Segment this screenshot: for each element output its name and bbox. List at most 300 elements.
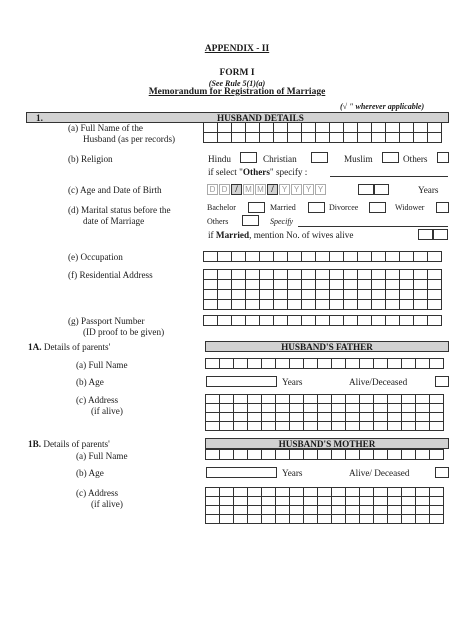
marital-married-checkbox[interactable]: [308, 202, 325, 213]
grid-cell[interactable]: [232, 316, 246, 326]
grid-cell[interactable]: [346, 506, 360, 515]
grid-cell[interactable]: [358, 252, 372, 262]
grid-cell[interactable]: [386, 270, 400, 280]
grid-cell[interactable]: [260, 280, 274, 290]
grid-cell[interactable]: [388, 395, 402, 404]
grid-cell[interactable]: [302, 300, 316, 310]
grid-cell[interactable]: [358, 270, 372, 280]
grid-cell[interactable]: [302, 252, 316, 262]
dob-digit-box[interactable]: M: [255, 184, 266, 195]
grid-cell[interactable]: [274, 290, 288, 300]
grid-cell[interactable]: [234, 497, 248, 506]
grid-cell[interactable]: [372, 280, 386, 290]
grid-cell[interactable]: [290, 497, 304, 506]
grid-cell[interactable]: [388, 422, 402, 431]
grid-cell[interactable]: [262, 497, 276, 506]
grid-cell[interactable]: [304, 515, 318, 524]
religion-muslim-checkbox[interactable]: [382, 152, 399, 163]
grid-cell[interactable]: [260, 252, 274, 262]
grid-cell[interactable]: [374, 404, 388, 413]
grid-cell[interactable]: [430, 488, 444, 497]
grid-cell[interactable]: [274, 123, 288, 133]
grid-cell[interactable]: [344, 123, 358, 133]
grid-cell[interactable]: [372, 123, 386, 133]
grid-cell[interactable]: [388, 506, 402, 515]
grid-cell[interactable]: [248, 413, 262, 422]
grid-cell[interactable]: [332, 422, 346, 431]
grid-cell[interactable]: [416, 488, 430, 497]
grid-cell[interactable]: [346, 404, 360, 413]
grid-cell[interactable]: [218, 123, 232, 133]
grid-cell[interactable]: [276, 506, 290, 515]
grid-cell[interactable]: [262, 515, 276, 524]
grid-cell[interactable]: [234, 413, 248, 422]
grid-cell[interactable]: [206, 413, 220, 422]
grid-cell[interactable]: [274, 316, 288, 326]
dob-digit-box[interactable]: D: [219, 184, 230, 195]
grid-cell[interactable]: [318, 506, 332, 515]
marital-bachelor-checkbox[interactable]: [248, 202, 265, 213]
marital-specify-field[interactable]: [298, 226, 448, 227]
grid-cell[interactable]: [374, 450, 388, 460]
grid-cell[interactable]: [288, 290, 302, 300]
grid-cell[interactable]: [274, 280, 288, 290]
grid-cell[interactable]: [260, 123, 274, 133]
grid-cell[interactable]: [388, 413, 402, 422]
grid-cell[interactable]: [332, 413, 346, 422]
grid-cell[interactable]: [402, 488, 416, 497]
grid-cell[interactable]: [316, 316, 330, 326]
grid-cell[interactable]: [218, 316, 232, 326]
grid-cell[interactable]: [248, 422, 262, 431]
marital-widower-checkbox[interactable]: [436, 202, 449, 213]
grid-cell[interactable]: [304, 395, 318, 404]
grid-cell[interactable]: [358, 316, 372, 326]
grid-cell[interactable]: [386, 316, 400, 326]
grid-cell[interactable]: [246, 252, 260, 262]
grid-cell[interactable]: [304, 497, 318, 506]
grid-cell[interactable]: [416, 450, 430, 460]
grid-cell[interactable]: [388, 497, 402, 506]
grid-cell[interactable]: [360, 497, 374, 506]
religion-christian-checkbox[interactable]: [311, 152, 328, 163]
grid-cell[interactable]: [274, 300, 288, 310]
grid-cell[interactable]: [220, 359, 234, 369]
grid-cell[interactable]: [402, 515, 416, 524]
grid-cell[interactable]: [346, 359, 360, 369]
grid-cell[interactable]: [416, 506, 430, 515]
grid-cell[interactable]: [414, 123, 428, 133]
grid-cell[interactable]: [204, 133, 218, 143]
grid-cell[interactable]: [330, 133, 344, 143]
grid-cell[interactable]: [372, 316, 386, 326]
grid-cell[interactable]: [302, 316, 316, 326]
grid-cell[interactable]: [414, 133, 428, 143]
grid-cell[interactable]: [402, 450, 416, 460]
grid-cell[interactable]: [316, 133, 330, 143]
grid-cell[interactable]: [220, 515, 234, 524]
grid-cell[interactable]: [388, 515, 402, 524]
grid-cell[interactable]: [206, 497, 220, 506]
grid-cell[interactable]: [304, 359, 318, 369]
grid-cell[interactable]: [344, 133, 358, 143]
grid-cell[interactable]: [262, 488, 276, 497]
grid-cell[interactable]: [276, 413, 290, 422]
age-box-1[interactable]: [358, 184, 374, 195]
grid-cell[interactable]: [246, 300, 260, 310]
grid-cell[interactable]: [388, 488, 402, 497]
grid-cell[interactable]: [428, 290, 442, 300]
grid-cell[interactable]: [318, 515, 332, 524]
grid-cell[interactable]: [220, 488, 234, 497]
grid-cell[interactable]: [276, 404, 290, 413]
grid-cell[interactable]: [318, 413, 332, 422]
grid-cell[interactable]: [372, 300, 386, 310]
grid-cell[interactable]: [274, 252, 288, 262]
grid-cell[interactable]: [430, 395, 444, 404]
grid-cell[interactable]: [330, 280, 344, 290]
grid-cell[interactable]: [416, 404, 430, 413]
grid-cell[interactable]: [234, 506, 248, 515]
grid-cell[interactable]: [332, 506, 346, 515]
grid-cell[interactable]: [232, 270, 246, 280]
grid-cell[interactable]: [302, 123, 316, 133]
grid-cell[interactable]: [316, 270, 330, 280]
grid-cell[interactable]: [386, 123, 400, 133]
grid-cell[interactable]: [260, 316, 274, 326]
grid-cell[interactable]: [346, 497, 360, 506]
grid-cell[interactable]: [388, 450, 402, 460]
grid-cell[interactable]: [262, 506, 276, 515]
grid-cell[interactable]: [374, 395, 388, 404]
grid-cell[interactable]: [290, 413, 304, 422]
grid-cell[interactable]: [288, 280, 302, 290]
grid-cell[interactable]: [248, 497, 262, 506]
grid-cell[interactable]: [248, 506, 262, 515]
grid-cell[interactable]: [388, 359, 402, 369]
grid-cell[interactable]: [360, 395, 374, 404]
marital-others-checkbox[interactable]: [242, 215, 259, 226]
grid-cell[interactable]: [260, 300, 274, 310]
grid-cell[interactable]: [218, 280, 232, 290]
grid-cell[interactable]: [402, 422, 416, 431]
grid-cell[interactable]: [316, 123, 330, 133]
grid-cell[interactable]: [204, 252, 218, 262]
grid-cell[interactable]: [220, 497, 234, 506]
father-alive-checkbox[interactable]: [435, 376, 449, 387]
grid-cell[interactable]: [220, 450, 234, 460]
grid-cell[interactable]: [288, 316, 302, 326]
grid-cell[interactable]: [346, 450, 360, 460]
grid-cell[interactable]: [248, 488, 262, 497]
grid-cell[interactable]: [386, 300, 400, 310]
mother-address-grid[interactable]: [205, 487, 444, 524]
grid-cell[interactable]: [346, 422, 360, 431]
grid-cell[interactable]: [206, 395, 220, 404]
grid-cell[interactable]: [430, 506, 444, 515]
grid-cell[interactable]: [372, 290, 386, 300]
grid-cell[interactable]: [360, 404, 374, 413]
grid-cell[interactable]: [302, 270, 316, 280]
grid-cell[interactable]: [232, 252, 246, 262]
grid-cell[interactable]: [234, 450, 248, 460]
grid-cell[interactable]: [304, 506, 318, 515]
mother-alive-checkbox[interactable]: [435, 467, 449, 478]
grid-cell[interactable]: [316, 290, 330, 300]
grid-cell[interactable]: [246, 133, 260, 143]
grid-cell[interactable]: [374, 497, 388, 506]
grid-cell[interactable]: [290, 422, 304, 431]
grid-cell[interactable]: [288, 123, 302, 133]
grid-cell[interactable]: [346, 395, 360, 404]
grid-cell[interactable]: [330, 252, 344, 262]
grid-cell[interactable]: [232, 280, 246, 290]
grid-cell[interactable]: [416, 515, 430, 524]
grid-cell[interactable]: [414, 270, 428, 280]
grid-cell[interactable]: [304, 413, 318, 422]
grid-cell[interactable]: [288, 252, 302, 262]
grid-cell[interactable]: [248, 450, 262, 460]
grid-cell[interactable]: [402, 413, 416, 422]
grid-cell[interactable]: [218, 290, 232, 300]
grid-cell[interactable]: [246, 280, 260, 290]
grid-cell[interactable]: [234, 395, 248, 404]
grid-cell[interactable]: [430, 515, 444, 524]
grid-cell[interactable]: [276, 515, 290, 524]
grid-cell[interactable]: [360, 450, 374, 460]
grid-cell[interactable]: [344, 300, 358, 310]
grid-cell[interactable]: [290, 506, 304, 515]
grid-cell[interactable]: [220, 506, 234, 515]
grid-cell[interactable]: [416, 497, 430, 506]
age-box-2[interactable]: [374, 184, 389, 195]
grid-cell[interactable]: [360, 488, 374, 497]
grid-cell[interactable]: [248, 404, 262, 413]
grid-cell[interactable]: [304, 488, 318, 497]
grid-cell[interactable]: [374, 515, 388, 524]
grid-cell[interactable]: [232, 123, 246, 133]
grid-cell[interactable]: [206, 404, 220, 413]
grid-cell[interactable]: [400, 123, 414, 133]
wives-count-box-2[interactable]: [433, 229, 448, 240]
grid-cell[interactable]: [400, 270, 414, 280]
grid-cell[interactable]: [332, 404, 346, 413]
dob-digit-box[interactable]: Y: [303, 184, 314, 195]
grid-cell[interactable]: [204, 280, 218, 290]
grid-cell[interactable]: [428, 316, 442, 326]
grid-cell[interactable]: [346, 413, 360, 422]
grid-cell[interactable]: [246, 290, 260, 300]
grid-cell[interactable]: [332, 359, 346, 369]
grid-cell[interactable]: [262, 395, 276, 404]
grid-cell[interactable]: [430, 450, 444, 460]
grid-cell[interactable]: [358, 290, 372, 300]
grid-cell[interactable]: [428, 252, 442, 262]
grid-cell[interactable]: [318, 422, 332, 431]
grid-cell[interactable]: [260, 290, 274, 300]
grid-cell[interactable]: [428, 123, 442, 133]
grid-cell[interactable]: [360, 359, 374, 369]
occupation-grid[interactable]: [203, 251, 442, 262]
grid-cell[interactable]: [318, 450, 332, 460]
grid-cell[interactable]: [290, 359, 304, 369]
grid-cell[interactable]: [316, 252, 330, 262]
grid-cell[interactable]: [344, 316, 358, 326]
grid-cell[interactable]: [206, 515, 220, 524]
grid-cell[interactable]: [414, 316, 428, 326]
grid-cell[interactable]: [374, 359, 388, 369]
grid-cell[interactable]: [290, 450, 304, 460]
marital-divorcee-checkbox[interactable]: [369, 202, 386, 213]
dob-digit-box[interactable]: D: [207, 184, 218, 195]
mother-age-field[interactable]: [206, 467, 277, 478]
grid-cell[interactable]: [204, 300, 218, 310]
grid-cell[interactable]: [400, 300, 414, 310]
grid-cell[interactable]: [430, 413, 444, 422]
grid-cell[interactable]: [234, 488, 248, 497]
grid-cell[interactable]: [204, 316, 218, 326]
grid-cell[interactable]: [402, 359, 416, 369]
grid-cell[interactable]: [302, 280, 316, 290]
grid-cell[interactable]: [260, 133, 274, 143]
grid-cell[interactable]: [302, 290, 316, 300]
grid-cell[interactable]: [274, 270, 288, 280]
grid-cell[interactable]: [290, 515, 304, 524]
grid-cell[interactable]: [248, 515, 262, 524]
grid-cell[interactable]: [288, 270, 302, 280]
grid-cell[interactable]: [428, 133, 442, 143]
grid-cell[interactable]: [372, 252, 386, 262]
grid-cell[interactable]: [360, 413, 374, 422]
dob-digit-box[interactable]: Y: [315, 184, 326, 195]
grid-cell[interactable]: [246, 316, 260, 326]
grid-cell[interactable]: [288, 133, 302, 143]
grid-cell[interactable]: [304, 422, 318, 431]
grid-cell[interactable]: [246, 270, 260, 280]
grid-cell[interactable]: [290, 488, 304, 497]
grid-cell[interactable]: [402, 395, 416, 404]
father-age-field[interactable]: [206, 376, 277, 387]
grid-cell[interactable]: [416, 413, 430, 422]
grid-cell[interactable]: [360, 506, 374, 515]
grid-cell[interactable]: [218, 270, 232, 280]
grid-cell[interactable]: [416, 359, 430, 369]
grid-cell[interactable]: [346, 515, 360, 524]
grid-cell[interactable]: [430, 359, 444, 369]
grid-cell[interactable]: [232, 300, 246, 310]
grid-cell[interactable]: [262, 359, 276, 369]
grid-cell[interactable]: [414, 300, 428, 310]
grid-cell[interactable]: [402, 404, 416, 413]
grid-cell[interactable]: [276, 450, 290, 460]
grid-cell[interactable]: [428, 300, 442, 310]
grid-cell[interactable]: [290, 404, 304, 413]
grid-cell[interactable]: [276, 488, 290, 497]
grid-cell[interactable]: [204, 123, 218, 133]
grid-cell[interactable]: [330, 270, 344, 280]
grid-cell[interactable]: [430, 497, 444, 506]
grid-cell[interactable]: [414, 290, 428, 300]
grid-cell[interactable]: [232, 133, 246, 143]
grid-cell[interactable]: [428, 280, 442, 290]
father-address-grid[interactable]: [205, 394, 444, 431]
grid-cell[interactable]: [416, 422, 430, 431]
grid-cell[interactable]: [386, 280, 400, 290]
grid-cell[interactable]: [318, 497, 332, 506]
grid-cell[interactable]: [248, 395, 262, 404]
grid-cell[interactable]: [274, 133, 288, 143]
grid-cell[interactable]: [276, 422, 290, 431]
grid-cell[interactable]: [358, 133, 372, 143]
grid-cell[interactable]: [276, 497, 290, 506]
dob-digit-box[interactable]: Y: [279, 184, 290, 195]
grid-cell[interactable]: [374, 506, 388, 515]
grid-cell[interactable]: [248, 359, 262, 369]
grid-cell[interactable]: [386, 290, 400, 300]
grid-cell[interactable]: [400, 316, 414, 326]
grid-cell[interactable]: [302, 133, 316, 143]
grid-cell[interactable]: [330, 316, 344, 326]
grid-cell[interactable]: [358, 280, 372, 290]
grid-cell[interactable]: [262, 413, 276, 422]
grid-cell[interactable]: [318, 488, 332, 497]
grid-cell[interactable]: [260, 270, 274, 280]
grid-cell[interactable]: [206, 450, 220, 460]
grid-cell[interactable]: [220, 422, 234, 431]
grid-cell[interactable]: [304, 404, 318, 413]
grid-cell[interactable]: [414, 280, 428, 290]
others-specify-field[interactable]: [330, 176, 448, 177]
grid-cell[interactable]: [204, 270, 218, 280]
grid-cell[interactable]: [330, 290, 344, 300]
grid-cell[interactable]: [332, 488, 346, 497]
grid-cell[interactable]: [332, 497, 346, 506]
grid-cell[interactable]: [344, 290, 358, 300]
grid-cell[interactable]: [344, 270, 358, 280]
grid-cell[interactable]: [262, 404, 276, 413]
grid-cell[interactable]: [430, 422, 444, 431]
grid-cell[interactable]: [344, 280, 358, 290]
grid-cell[interactable]: [316, 280, 330, 290]
grid-cell[interactable]: [430, 404, 444, 413]
grid-cell[interactable]: [220, 404, 234, 413]
dob-digit-box[interactable]: M: [243, 184, 254, 195]
grid-cell[interactable]: [318, 359, 332, 369]
grid-cell[interactable]: [262, 450, 276, 460]
grid-cell[interactable]: [374, 422, 388, 431]
grid-cell[interactable]: [330, 123, 344, 133]
grid-cell[interactable]: [400, 252, 414, 262]
grid-cell[interactable]: [428, 270, 442, 280]
grid-cell[interactable]: [218, 252, 232, 262]
grid-cell[interactable]: [372, 133, 386, 143]
grid-cell[interactable]: [316, 300, 330, 310]
grid-cell[interactable]: [220, 413, 234, 422]
grid-cell[interactable]: [332, 450, 346, 460]
grid-cell[interactable]: [358, 300, 372, 310]
grid-cell[interactable]: [218, 300, 232, 310]
grid-cell[interactable]: [206, 506, 220, 515]
grid-cell[interactable]: [290, 395, 304, 404]
grid-cell[interactable]: [400, 290, 414, 300]
grid-cell[interactable]: [360, 515, 374, 524]
religion-hindu-checkbox[interactable]: [240, 152, 257, 163]
grid-cell[interactable]: [374, 488, 388, 497]
grid-cell[interactable]: [206, 422, 220, 431]
mother-name-grid[interactable]: [205, 449, 444, 460]
residential-address-grid[interactable]: [203, 269, 442, 310]
grid-cell[interactable]: [246, 123, 260, 133]
